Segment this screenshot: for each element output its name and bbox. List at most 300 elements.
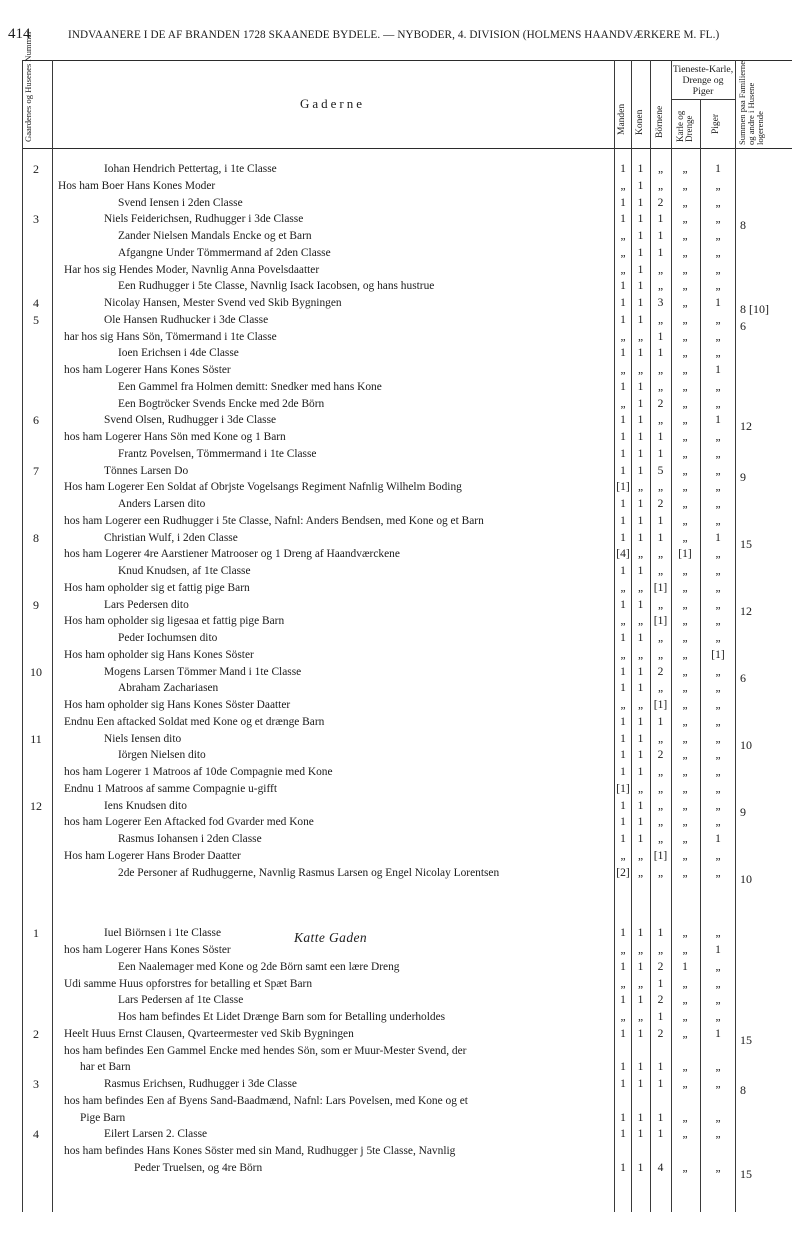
count-cell: „ [715, 682, 721, 695]
count-cell: „ [682, 665, 688, 678]
count-cell: 1 [657, 447, 664, 460]
count-cell: 1 [637, 598, 644, 611]
count-cell: „ [715, 481, 721, 494]
table-row [0, 943, 800, 959]
table-row [0, 832, 800, 848]
resident-entry: Iohan Hendrich Pettertag, i 1te Classe [104, 163, 277, 175]
column-header-servant-men: Karle og Drenge [675, 110, 694, 142]
count-cell: „ [657, 380, 664, 393]
count-cell: 1 [620, 682, 626, 695]
count-cell: 1 [715, 297, 721, 309]
table-row [0, 1010, 800, 1026]
count-cell: „ [715, 498, 721, 510]
resident-entry: har et Barn [80, 1061, 131, 1074]
count-cell: 4 [657, 1161, 664, 1174]
count-cell: „ [682, 163, 688, 175]
count-cell: „ [682, 1128, 688, 1141]
count-cell: 1 [657, 977, 664, 990]
household-total: 15 [740, 536, 752, 551]
table-row [0, 279, 800, 295]
count-cell: „ [682, 648, 688, 661]
household-total: 15 [740, 1032, 752, 1047]
count-cell: 1 [637, 632, 644, 644]
table-row [0, 1144, 800, 1160]
count-cell: 1 [620, 1128, 626, 1141]
count-cell: „ [682, 782, 688, 795]
count-cell: „ [715, 464, 721, 477]
count-cell: „ [682, 246, 688, 259]
house-number: 10 [30, 664, 42, 679]
count-cell: 1 [637, 799, 644, 812]
count-cell: „ [715, 927, 721, 940]
house-number: 6 [33, 413, 39, 428]
count-cell: 1 [637, 749, 644, 762]
count-cell: „ [637, 548, 644, 561]
table-row [0, 960, 800, 976]
household-total: 12 [740, 603, 752, 618]
count-cell: 1 [715, 364, 721, 376]
count-cell: 2 [657, 1027, 664, 1040]
count-cell: 1 [637, 927, 644, 940]
resident-entry: Eilert Larsen 2. Classe [104, 1128, 208, 1141]
count-cell: „ [682, 263, 688, 276]
count-cell: „ [682, 749, 688, 762]
count-cell: 1 [715, 414, 721, 427]
resident-entry: Tönnes Larsen Do [104, 464, 189, 477]
count-cell: 1 [620, 994, 626, 1007]
table-row [0, 698, 800, 714]
count-cell: 2 [657, 994, 664, 1007]
count-cell: 1 [637, 447, 644, 460]
resident-entry: Rasmus Erichsen, Rudhugger i 3de Classe [104, 1078, 297, 1090]
table-row [0, 514, 800, 530]
count-cell: „ [682, 364, 688, 376]
count-cell: 2 [657, 498, 664, 510]
count-cell: 2 [657, 749, 664, 762]
count-cell: 1 [620, 431, 626, 443]
table-row [0, 212, 800, 233]
table-row [0, 397, 800, 413]
count-cell: „ [682, 866, 688, 879]
house-number: 4 [33, 1127, 39, 1142]
count-cell: „ [620, 230, 626, 242]
resident-entry: hos ham befindes Een af Byens Sand-Baadmænd, Nafnl: Lars Povelsen, med Kone og et [64, 1094, 468, 1107]
count-cell: „ [637, 648, 644, 661]
resident-entry: Christian Wulf, i 2den Classe [104, 531, 238, 544]
resident-entry: Knud Knudsen, af 1te Classe [118, 565, 251, 577]
table-row [0, 1026, 800, 1047]
resident-entry: Zander Nielsen Mandals Encke og et Barn [118, 230, 312, 242]
running-title: INDVAANERE I DE AF BRANDEN 1728 SKAANEDE BYDELE. — NYBODER, 4. DIVISION (HOLMENS HAANDVÆRKERE M. FL.) [68, 29, 720, 41]
column-header-man: Manden [617, 103, 627, 135]
count-cell: „ [682, 927, 688, 940]
count-cell: 1 [637, 715, 644, 728]
count-cell: 1 [620, 1161, 626, 1174]
household-total: 10 [740, 871, 752, 886]
resident-entry: Anders Larsen dito [118, 498, 206, 510]
count-cell: „ [620, 648, 626, 661]
house-number: 5 [33, 312, 39, 327]
count-cell: „ [620, 246, 626, 259]
table-row [0, 581, 800, 597]
table-row [0, 1127, 800, 1143]
resident-entry: Lars Pedersen af 1te Classe [118, 994, 244, 1007]
house-number: 8 [33, 530, 39, 545]
count-cell: „ [657, 414, 664, 427]
count-cell: „ [715, 665, 721, 678]
count-cell: 1 [637, 213, 644, 226]
count-cell: „ [637, 782, 644, 795]
resident-entry: Hos ham Logerer Hans Broder Daatter [64, 849, 241, 862]
count-cell: 1 [715, 1027, 721, 1040]
table-row [0, 849, 800, 865]
count-cell: 1 [657, 1128, 664, 1141]
resident-entry: Har hos sig Hendes Moder, Navnlig Anna Povelsdaatter [64, 263, 320, 276]
count-cell: 1 [637, 263, 644, 276]
table-row [0, 196, 800, 212]
count-cell: „ [715, 598, 721, 611]
count-cell: „ [715, 1128, 721, 1141]
count-cell: „ [715, 715, 721, 728]
table-row [0, 480, 800, 496]
count-cell: „ [682, 598, 688, 611]
table-row [0, 993, 800, 1009]
count-cell: „ [715, 347, 721, 360]
table-row [0, 866, 800, 886]
count-cell: 2 [657, 196, 664, 209]
count-cell: 1 [637, 347, 644, 360]
count-cell: „ [715, 960, 721, 973]
count-cell: 1 [620, 464, 626, 477]
count-cell: „ [682, 849, 688, 862]
table-row [0, 363, 800, 379]
count-cell: „ [715, 816, 721, 829]
count-cell: „ [657, 263, 664, 276]
count-cell: „ [715, 313, 721, 326]
resident-entry: hos ham Logerer Hans Kones Söster [64, 364, 231, 376]
count-cell: „ [682, 481, 688, 494]
resident-entry: Hos ham opholder sig Hans Kones Söster Daatter [64, 699, 291, 711]
count-cell: 1 [620, 665, 626, 678]
count-cell: „ [715, 849, 721, 862]
count-cell: „ [715, 397, 721, 410]
resident-entry: Svend Iensen i 2den Classe [118, 196, 243, 209]
count-cell: 1 [620, 749, 626, 762]
count-cell: 1 [620, 1111, 626, 1124]
count-cell: „ [657, 632, 664, 644]
table-row [0, 312, 800, 333]
count-cell: „ [682, 615, 688, 628]
count-cell: 1 [637, 1027, 644, 1040]
count-cell: „ [637, 977, 644, 990]
count-cell: 1 [620, 927, 626, 940]
table-row [0, 1161, 800, 1181]
resident-entry: Ioen Erichsen i 4de Classe [118, 347, 239, 360]
resident-entry: Pige Barn [80, 1111, 126, 1124]
count-cell: „ [637, 944, 644, 956]
resident-entry: Hos ham opholder sig ligesaa et fattig pige Barn [64, 615, 285, 628]
resident-entry: hos ham Logerer een Rudhugger i 5te Classe, Nafnl: Anders Bendsen, med Kone og et Barn [64, 514, 484, 527]
resident-entry: Peder Truelsen, og 4re Börn [134, 1161, 263, 1174]
count-cell: „ [715, 330, 721, 343]
count-cell: 1 [620, 380, 626, 393]
count-cell: 1 [620, 531, 626, 544]
count-cell: „ [682, 280, 688, 293]
count-cell: 1 [657, 514, 664, 527]
count-cell: „ [715, 548, 721, 561]
resident-entry: Niels Iensen dito [104, 732, 182, 745]
count-cell: [1] [711, 648, 725, 661]
count-cell: 1 [637, 431, 644, 443]
count-cell: „ [682, 531, 688, 544]
house-number: 3 [33, 1077, 39, 1091]
count-cell: „ [682, 715, 688, 728]
household-total: 6 [740, 318, 746, 333]
count-cell: „ [682, 431, 688, 443]
count-cell: „ [682, 297, 688, 309]
count-cell: 1 [682, 960, 688, 973]
count-cell: „ [682, 1027, 688, 1040]
count-cell: „ [657, 682, 664, 695]
count-cell: 1 [637, 380, 644, 393]
count-cell: „ [620, 364, 626, 376]
count-cell: „ [715, 179, 721, 192]
count-cell: 1 [637, 163, 644, 175]
count-cell: „ [682, 1011, 688, 1023]
count-cell: „ [715, 196, 721, 209]
table-row [0, 815, 800, 831]
household-total: 8 [740, 218, 746, 233]
count-cell: „ [715, 380, 721, 393]
resident-entry: Iörgen Nielsen dito [118, 749, 206, 762]
count-cell: „ [715, 994, 721, 1007]
count-cell: „ [682, 196, 688, 209]
count-cell: „ [715, 632, 721, 644]
count-cell: 1 [620, 816, 626, 829]
resident-entry: har hos sig Hans Sön, Tömermand i 1te Classe [64, 330, 277, 343]
table-row [0, 1094, 800, 1110]
column-header-children: Börnene [655, 105, 665, 138]
count-cell: [1] [653, 581, 668, 594]
count-cell: [4] [616, 548, 630, 561]
household-total: 12 [740, 419, 752, 434]
count-cell: 1 [637, 565, 644, 577]
column-header-servant-maids: Piger [711, 113, 721, 134]
count-cell: 1 [657, 715, 664, 728]
resident-entry: Nicolay Hansen, Mester Svend ved Skib Bygningen [104, 297, 342, 309]
count-cell: „ [715, 447, 721, 460]
count-cell: 1 [637, 1161, 644, 1174]
count-cell: „ [682, 464, 688, 477]
count-cell: 1 [620, 347, 626, 360]
count-cell: „ [620, 849, 626, 862]
resident-entry: Hos ham Logerer Een Soldat af Obrjste Vogelsangs Regiment Nafnlig Wilhelm Boding [64, 481, 462, 494]
count-cell: „ [620, 179, 626, 192]
count-cell: „ [682, 833, 688, 845]
resident-entry: Een Bogtröcker Svends Encke med 2de Börn [118, 397, 325, 410]
table-row [0, 463, 800, 484]
count-cell: 1 [657, 927, 664, 940]
count-cell: 1 [715, 833, 721, 845]
count-cell: 1 [715, 531, 721, 544]
count-cell: „ [682, 994, 688, 1007]
count-cell: „ [715, 280, 721, 293]
table-row [0, 631, 800, 647]
table-row [0, 664, 800, 685]
household-total: 8 [10] [740, 302, 769, 316]
count-cell: 1 [620, 280, 626, 293]
count-cell: „ [682, 179, 688, 192]
count-cell: „ [657, 799, 664, 812]
count-cell: „ [637, 866, 644, 879]
count-cell: „ [620, 944, 626, 956]
count-cell: 2 [657, 960, 664, 973]
count-cell: „ [715, 263, 721, 276]
count-cell: 1 [620, 598, 626, 611]
count-cell: „ [682, 1061, 688, 1074]
count-cell: „ [715, 766, 721, 778]
count-cell: 1 [657, 230, 664, 242]
resident-entry: Udi samme Huus opforstres for betalling et Spæt Barn [64, 977, 313, 990]
count-cell: 1 [657, 431, 664, 443]
count-cell: „ [682, 514, 688, 527]
count-cell: „ [715, 514, 721, 527]
table-row [0, 782, 800, 798]
count-cell: 1 [637, 732, 644, 745]
table-row [0, 547, 800, 563]
table-row [0, 597, 800, 618]
count-cell: „ [715, 1078, 721, 1090]
count-cell: 1 [637, 397, 644, 410]
count-cell: „ [715, 1011, 721, 1023]
count-cell: „ [620, 699, 626, 711]
table-row [0, 648, 800, 664]
resident-entry: Rasmus Iohansen i 2den Classe [118, 833, 262, 845]
table-row [0, 564, 800, 580]
count-cell: „ [682, 414, 688, 427]
count-cell: „ [682, 347, 688, 360]
house-number: 12 [30, 798, 42, 813]
count-cell: „ [682, 447, 688, 460]
count-cell: 1 [637, 1061, 644, 1074]
household-total: 9 [740, 469, 746, 484]
count-cell: 1 [637, 514, 644, 527]
count-cell: 1 [637, 766, 644, 778]
table-row [0, 977, 800, 993]
count-cell: „ [657, 944, 664, 956]
count-cell: „ [657, 548, 664, 561]
count-cell: 1 [657, 213, 664, 226]
count-cell: 1 [620, 799, 626, 812]
house-number: 2 [33, 162, 39, 176]
count-cell: „ [682, 816, 688, 829]
table-row [0, 296, 800, 316]
resident-entry: Hos ham befindes Et Lidet Drænge Barn som for Betalling underholdes [118, 1011, 446, 1023]
count-cell: 3 [657, 297, 664, 309]
resident-entry: hos ham Logerer Hans Sön med Kone og 1 Barn [64, 431, 286, 443]
resident-entry: Afgangne Under Tömmermand af 2den Classe [118, 246, 331, 259]
count-cell: 1 [637, 414, 644, 427]
count-cell: „ [715, 581, 721, 594]
count-cell: 2 [657, 665, 664, 678]
count-cell: 1 [637, 297, 644, 309]
resident-entry: Ole Hansen Rudhucker i 3de Classe [104, 313, 269, 326]
count-cell: „ [657, 280, 664, 293]
house-number: 2 [33, 1026, 39, 1041]
count-cell: 1 [620, 447, 626, 460]
count-cell: 1 [637, 665, 644, 678]
count-cell: „ [657, 565, 664, 577]
count-cell: „ [637, 330, 644, 343]
count-cell: 1 [637, 246, 644, 259]
count-cell: [1] [678, 548, 692, 561]
count-cell: „ [715, 732, 721, 745]
count-cell: „ [637, 481, 644, 494]
count-cell: „ [657, 163, 664, 175]
resident-entry: Een Rudhugger i 5te Classe, Navnlig Isack Iacobsen, og hans hustrue [118, 280, 435, 293]
table-row [0, 346, 800, 362]
count-cell: 1 [620, 297, 626, 309]
count-cell: „ [620, 977, 626, 990]
count-cell: 1 [620, 514, 626, 527]
resident-entry: hos ham Logerer Een Aftacked fod Gvarder med Kone [64, 816, 314, 829]
table-row [0, 447, 800, 463]
count-cell: „ [715, 749, 721, 762]
household-total: 8 [740, 1083, 746, 1097]
count-cell: „ [682, 581, 688, 594]
count-cell: „ [682, 313, 688, 326]
resident-entry: Endnu 1 Matroos af samme Compagnie u-gifft [64, 782, 278, 795]
table-row [0, 926, 800, 942]
resident-entry: Een Gammel fra Holmen demitt: Snedker med hans Kone [118, 380, 382, 393]
count-cell: „ [682, 565, 688, 577]
count-cell: „ [715, 866, 721, 879]
house-number: 1 [33, 926, 39, 941]
count-cell: „ [682, 977, 688, 990]
table-row [0, 229, 800, 245]
count-cell: „ [682, 766, 688, 778]
count-cell: [1] [653, 699, 668, 711]
count-cell: „ [620, 397, 626, 410]
count-cell: „ [657, 481, 664, 494]
column-header-streets: Gaderne [300, 96, 366, 111]
resident-entry: Niels Feiderichsen, Rudhugger i 3de Classe [104, 213, 304, 226]
table-row [0, 162, 800, 178]
table-row [0, 798, 800, 819]
resident-entry: Frantz Povelsen, Tömmermand i 1te Classe [118, 447, 317, 460]
resident-entry: Iens Knudsen dito [104, 799, 187, 812]
count-cell: „ [682, 498, 688, 510]
household-total: 15 [740, 1166, 752, 1181]
resident-entry: Een Naalemager med Kone og 2de Börn samt een lære Dreng [118, 960, 400, 973]
resident-entry: Endnu Een aftacked Soldat med Kone og et drænge Barn [64, 715, 325, 728]
count-cell: 1 [620, 498, 626, 510]
count-cell: 1 [715, 944, 721, 956]
count-cell: [1] [653, 849, 668, 862]
count-cell: 1 [620, 1061, 626, 1074]
resident-entry: hos ham Logerer 1 Matroos af 10de Compagnie med Kone [64, 766, 333, 778]
column-header-wife: Konen [635, 109, 645, 135]
count-cell: 1 [620, 632, 626, 644]
count-cell: 1 [657, 347, 664, 360]
count-cell: „ [682, 380, 688, 393]
count-cell: „ [682, 944, 688, 956]
count-cell: 1 [637, 960, 644, 973]
resident-entry: Peder Iochumsen dito [118, 632, 218, 644]
table-row [0, 1077, 800, 1097]
count-cell: „ [682, 1161, 688, 1174]
count-cell: 1 [620, 960, 626, 973]
